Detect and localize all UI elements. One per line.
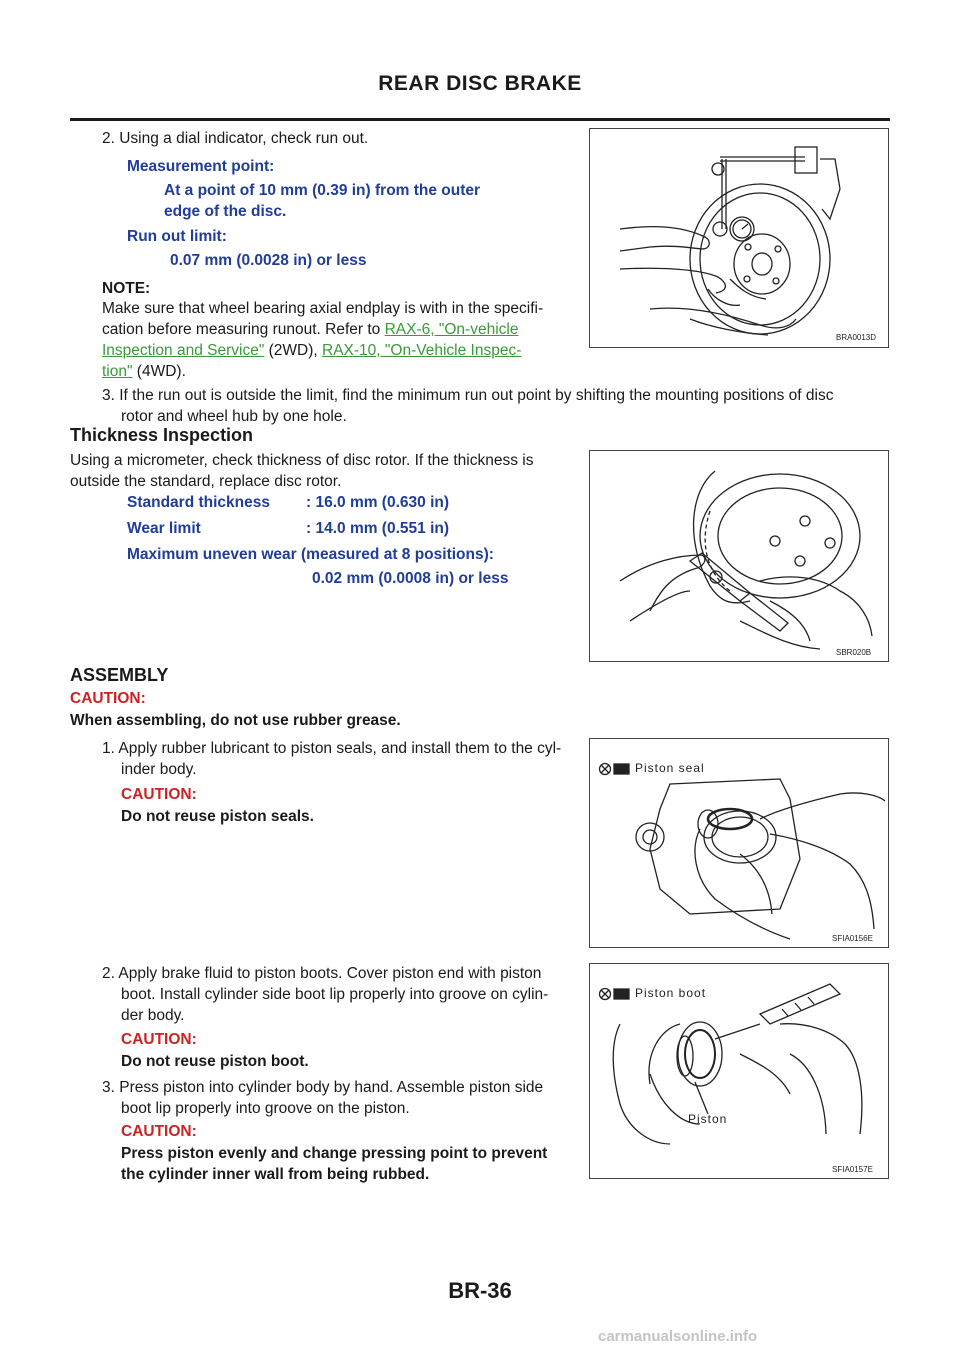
assembly-heading: ASSEMBLY <box>70 665 169 685</box>
step-1-caution-text: Do not reuse piston seals. <box>121 808 314 825</box>
note-line-2 <box>102 319 578 340</box>
watermark: carmanualsonline.info <box>598 1328 758 1345</box>
note-2wd: (2WD), <box>264 342 323 359</box>
runout-step-3-line-2: rotor and wheel hub by one hole. <box>121 408 347 425</box>
note-line-4 <box>102 361 186 382</box>
note-line-2-text: cation before measuring runout. Refer to <box>102 321 385 338</box>
assembly-step-2-line-1: 2. Apply brake fluid to piston boots. Cover piston end with piston <box>102 965 542 982</box>
runout-limit-value: 0.07 mm (0.0028 in) or less <box>170 252 367 269</box>
assembly-step-2-line-3: der body. <box>121 1007 185 1024</box>
step-1-caution-label: CAUTION: <box>121 786 197 803</box>
standard-thickness-label: Standard thickness <box>127 494 270 511</box>
link-rax-10-cont[interactable]: tion" <box>102 363 133 380</box>
standard-thickness-value: : 16.0 mm (0.630 in) <box>306 494 450 511</box>
step-2-caution-label: CAUTION: <box>121 1031 197 1048</box>
step-3-caution-line-1: Press piston evenly and change pressing point to prevent <box>121 1145 548 1162</box>
figure-code-sfia0157e: SFIA0157E <box>832 1165 873 1174</box>
header-rule <box>70 118 890 121</box>
link-rax-10[interactable]: RAX-10, "On-Vehicle Inspec- <box>322 342 522 359</box>
step-3-caution-line-2: the cylinder inner wall from being rubbed. <box>121 1166 430 1183</box>
runout-step-3-line-1: 3. If the run out is outside the limit, find the minimum run out point by shifting the mounting positions of disc <box>102 387 834 404</box>
note-line-3 <box>102 340 578 361</box>
runout-limit-label: Run out limit: <box>127 228 227 245</box>
figure-piston-seal <box>589 738 889 948</box>
link-rax-6[interactable]: RAX-6, "On-vehicle <box>384 321 519 338</box>
figure-piston-boot <box>589 963 889 1179</box>
figure-dial-indicator <box>589 128 889 348</box>
measurement-point-line-2: edge of the disc. <box>164 203 287 220</box>
wear-limit-value: : 14.0 mm (0.551 in) <box>306 520 450 537</box>
note-line-1: Make sure that wheel bearing axial endplay is with in the specifi- <box>102 300 544 317</box>
uneven-wear-value: 0.02 mm (0.0008 in) or less <box>312 570 509 587</box>
figure-label-piston-boot: Piston boot <box>635 986 707 1000</box>
assembly-step-3-line-1: 3. Press piston into cylinder body by hand. Assemble piston side <box>102 1079 544 1096</box>
thickness-intro-line-1: Using a micrometer, check thickness of disc rotor. If the thickness is <box>70 452 534 469</box>
dial-indicator-illustration <box>590 129 888 347</box>
figure-label-piston-seal: Piston seal <box>635 761 705 775</box>
wear-limit-label: Wear limit <box>127 520 201 537</box>
figure-code-bra0013d: BRA0013D <box>836 333 877 342</box>
link-rax-6-cont[interactable]: Inspection and Service" <box>102 342 265 359</box>
figure-micrometer <box>589 450 889 662</box>
figure-code-sfia0156e: SFIA0156E <box>832 934 873 943</box>
uneven-wear-label: Maximum uneven wear (measured at 8 positions): <box>127 546 494 563</box>
thickness-intro-line-2: outside the standard, replace disc rotor. <box>70 473 342 490</box>
step-2-caution-text: Do not reuse piston boot. <box>121 1053 309 1070</box>
assembly-step-3-line-2: boot lip properly into groove on the piston. <box>121 1100 410 1117</box>
assembly-step-2-line-2: boot. Install cylinder side boot lip properly into groove on cylin- <box>121 986 549 1003</box>
step-3-caution-label: CAUTION: <box>121 1123 197 1140</box>
assembly-step-1-line-2: inder body. <box>121 761 197 778</box>
assembly-step-1-line-1: 1. Apply rubber lubricant to piston seals, and install them to the cyl- <box>102 740 562 757</box>
assembly-caution-label: CAUTION: <box>70 690 146 707</box>
page-number: BR-36 <box>448 1278 512 1303</box>
runout-step-2: 2. Using a dial indicator, check run out. <box>102 130 369 147</box>
note-4wd: (4WD). <box>132 363 186 380</box>
measurement-point-label: Measurement point: <box>127 158 275 175</box>
measurement-point-line-1: At a point of 10 mm (0.39 in) from the outer <box>164 182 481 199</box>
figure-label-piston: Piston <box>688 1112 728 1126</box>
assembly-caution-text: When assembling, do not use rubber grease. <box>70 712 401 729</box>
page-title: REAR DISC BRAKE <box>378 72 582 95</box>
note-label: NOTE: <box>102 280 151 297</box>
micrometer-illustration <box>590 451 888 661</box>
figure-code-sbr020b: SBR020B <box>836 648 872 657</box>
thickness-heading: Thickness Inspection <box>70 425 254 445</box>
